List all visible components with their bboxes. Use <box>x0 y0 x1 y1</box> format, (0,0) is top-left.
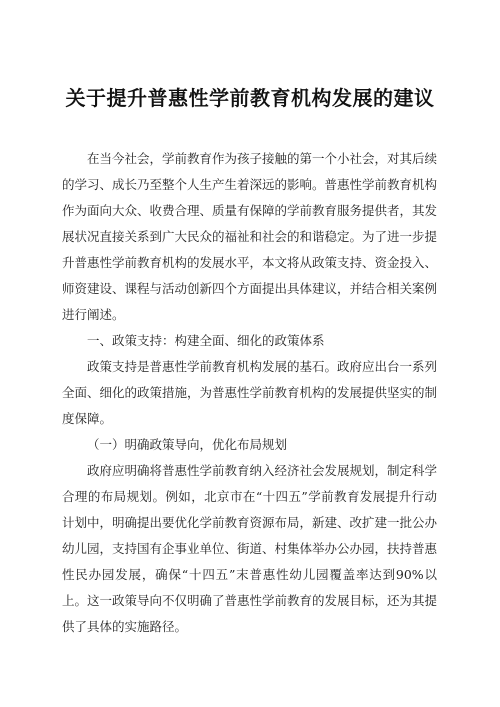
policy-paragraph: 政策支持是普惠性学前教育机构发展的基石。政府应出台一系列全面、细化的政策措施，为普惠性学前教育机构的发展提供坚实的制度保障。 <box>62 359 438 426</box>
document-body <box>62 146 437 640</box>
subsection-heading-guidance: （一）明确政策导向，优化布局规划 <box>87 437 288 452</box>
guidance-paragraph: 政府应明确将普惠性学前教育纳入经济社会发展规划，制定科学合理的布局规划。例如，北京市在“十四五”学前教育发展提升行动计划中，明确提出要优化学前教育资源布局，新建、改扩建一批公办幼儿园，支持国有企事业单位、街道、村集体举办公办园，扶持普惠性民办园发展，确保“十四五”末普惠性幼儿园覆盖率达到90%以上。这一政策导向不仅明确了普惠性学前教育的发展目标，还为其提供了具体的实施路径。 <box>62 463 438 634</box>
document-title: 关于提升普惠性学前教育机构发展的建议 <box>65 86 435 110</box>
section-heading-policy: 一、政策支持：构建全面、细化的政策体系 <box>87 333 325 348</box>
intro-paragraph: 在当今社会，学前教育作为孩子接触的第一个小社会，对其后续的学习、成长乃至整个人生产生着深远的影响。普惠性学前教育机构作为面向大众、收费合理、质量有保障的学前教育服务提供者，其发展状况直接关系到广大民众的福祉和社会的和谐稳定。为了进一步提升普惠性学前教育机构的发展水平，本文将从政策支持、资金投入、师资建设、课程与活动创新四个方面提出具体建议，并结合相关案例进行阐述。 <box>62 151 438 322</box>
